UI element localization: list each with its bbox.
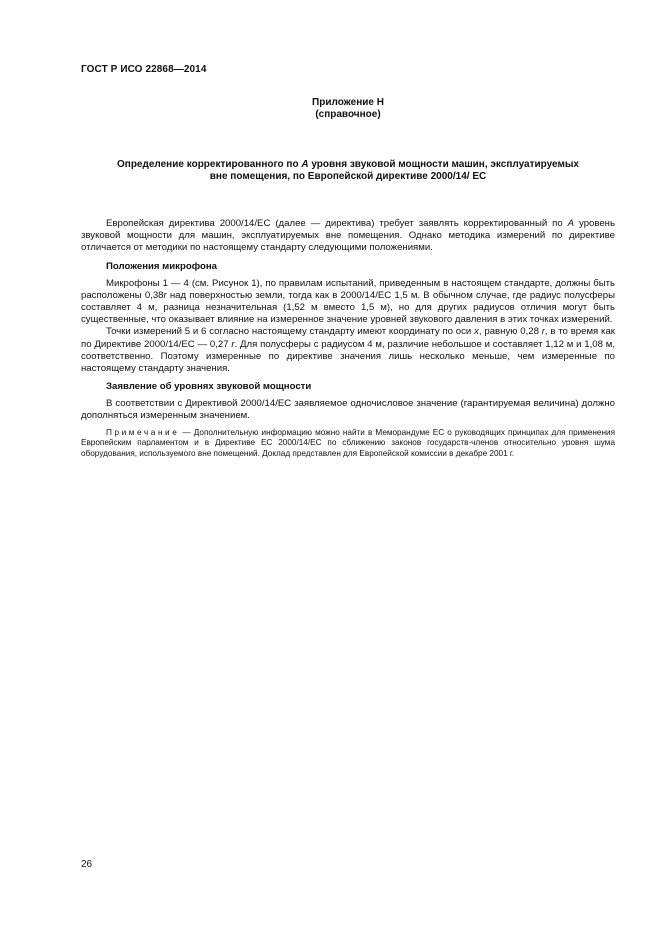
section-heading-declaration: Заявление об уровнях звуковой мощности: [106, 381, 312, 393]
annex-heading: [81, 97, 615, 121]
annex-main-title: [81, 159, 615, 183]
annex-subtitle: (справочное): [315, 109, 381, 120]
microphones-paragraph-2: Точки измерений 5 и 6 согласно настоящему стандарту имеют координату по оси x, равную 0,28 r, в то время как по Директиве 2000/14/ЕС — 0,27 r. Для полусферы с радиусом 4 м, различие небольшое и составляет 1,12 м и 1,08 м, соответственно. Поэтому измеренные по директиве значения лишь несколько меньше, чем измеренные по настоящему стандарту значения.: [81, 326, 615, 375]
title-line-2: вне помещения, по Европейской директиве 2000/14/ ЕС: [209, 171, 487, 182]
microphones-paragraph-1: Микрофоны 1 — 4 (см. Рисунок 1), по правилам испытаний, приведенным в настоящем стандарте, должны быть расположены 0,38r над поверхностью земли, тогда как в 2000/14/ЕС 1,5 м. В обычном случае, где радиус полусферы составляет 4 м, разница незначительная (1,52 м вместо 1,5 м), но для других радиусов отличия могут быть существенные, что оказывает влияние на измеренное значение уровней звукового давления в этих точках измерений.: [81, 277, 615, 326]
standard-designation: ГОСТ Р ИСО 22868—2014: [81, 64, 207, 75]
note-label: Примечание: [106, 427, 180, 437]
note-text: — Дополнительную информацию можно найти в Меморандуме ЕС о руководящих принципах для применения Европейским парламентом и в Директиве ЕС 2000/14/ЕС по сближению законов государств-членов относительно уровня шума оборудования, используемого вне помещений. Доклад представлен для Европейской комиссии в декабре 2001 г.: [81, 427, 615, 458]
page-number: 26: [81, 859, 93, 870]
annex-title: Приложение Н: [312, 97, 384, 108]
title-line-1: Определение корректированного по А уровня звуковой мощности машин, эксплуатируемых: [117, 159, 579, 170]
note-paragraph: [81, 428, 615, 460]
section-heading-microphones: Положения микрофона: [106, 260, 217, 272]
declaration-paragraph: В соответствии с Директивой 2000/14/ЕС заявляемое одночисловое значение (гарантируемая величина) должно дополняться измеренным значением.: [81, 398, 615, 422]
body-text: [81, 218, 615, 459]
intro-paragraph: Европейская директива 2000/14/ЕС (далее — директива) требует заявлять корректированный по А уровень звуковой мощности для машин, эксплуатируемых вне помещения. Однако методика измерений по директиве отличается от методики по настоящему стандарту следующими положениями.: [81, 218, 615, 254]
